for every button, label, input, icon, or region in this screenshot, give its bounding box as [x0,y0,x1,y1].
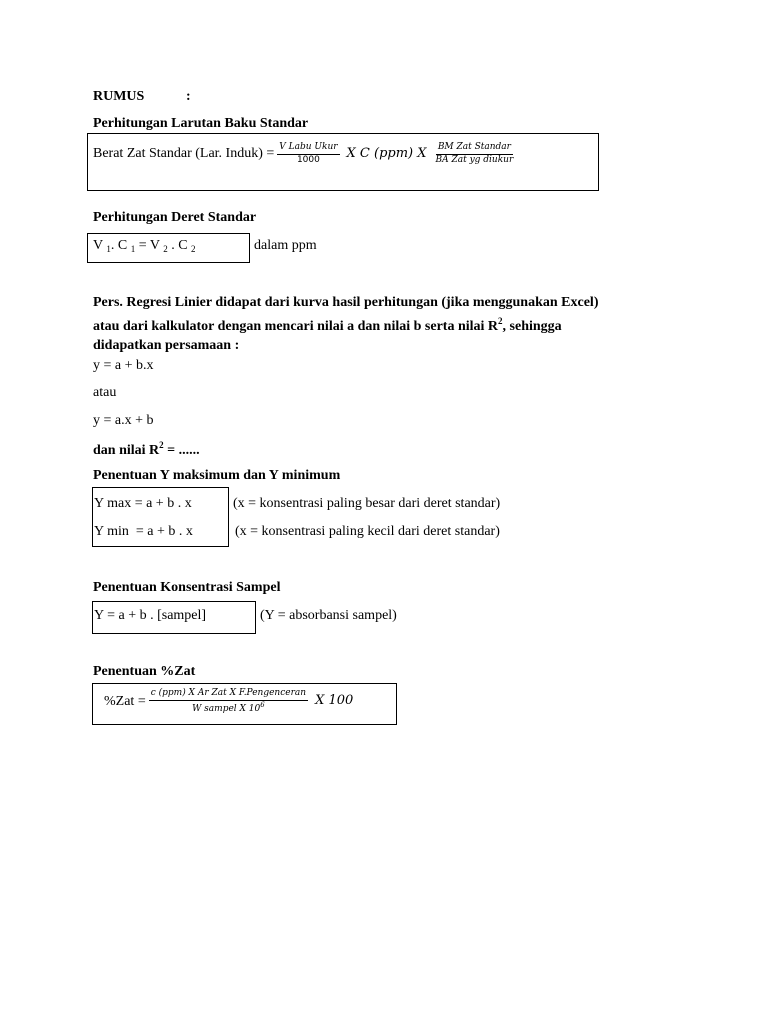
formula-prefix: Berat Zat Standar (Lar. Induk) = [93,146,275,162]
fraction-bm-ba [434,143,516,166]
deret-note: dalam ppm [254,238,317,253]
formula-middle: X C (ppm) X [346,145,427,161]
fraction-numerator: BM Zat Standar [436,143,513,155]
regression-line-1: Pers. Regresi Linier didapat dari kurva hasil perhitungan (jika menggunakan Excel) [93,295,599,310]
formula-deret: V $_1$. C $_1$ = V $_2$ . C $_2$ [93,238,196,254]
equation-y-ax-b: y = a.x + b [93,413,154,428]
regression-line-2: atau dari kalkulator dengan mencari nilai a dan nilai b serta nilai $R^2$, sehingga [93,316,562,334]
note-y-min: (x = konsentrasi paling kecil dari deret standar) [235,524,500,539]
section-title-konsentrasi-sampel: Penentuan Konsentrasi Sampel [93,580,281,595]
regression-line-3: didapatkan persamaan : [93,338,240,353]
r-squared-value: dan nilai $R^2$ = ...... [93,440,200,458]
formula-y-max: Y max = a + b . x [94,496,192,511]
fraction-labu-ukur [277,143,339,166]
formula-prefix: %Zat = [104,693,146,709]
formula-persen-zat [104,689,353,715]
note-sampel: (Y = absorbansi sampel) [260,608,397,623]
formula-sampel: Y = a + b . [sampel] [94,608,207,623]
section-title-y-max-min: Penentuan Y maksimum dan Y minimum [93,468,341,483]
section-title-persen-zat: Penentuan %Zat [93,664,196,679]
equation-y-a-bx: y = a + b.x [93,358,154,373]
fraction-denominator: W sampel X $10^6$ [192,700,265,714]
fraction-denominator: 1000 [296,154,320,165]
heading-colon: : [186,89,191,104]
formula-berat-zat [93,143,518,166]
section-title-deret-standar: Perhitungan Deret Standar [93,210,257,225]
fraction-persen-zat [149,689,308,715]
regression-paragraph [93,293,673,355]
fraction-numerator: V Labu Ukur [277,143,339,155]
heading-rumus: RUMUS [93,89,145,104]
formula-y-min: Y min = a + b . x [94,524,193,539]
text-atau: atau [93,385,117,400]
note-y-max: (x = konsentrasi paling besar dari deret standar) [233,496,501,511]
fraction-denominator: BA Zat yg diukur [435,154,514,165]
formula-suffix: X 100 [315,693,354,709]
fraction-numerator: c (ppm) X Ar Zat X F.Pengenceran [149,689,308,701]
section-title-larutan-baku: Perhitungan Larutan Baku Standar [93,116,309,131]
